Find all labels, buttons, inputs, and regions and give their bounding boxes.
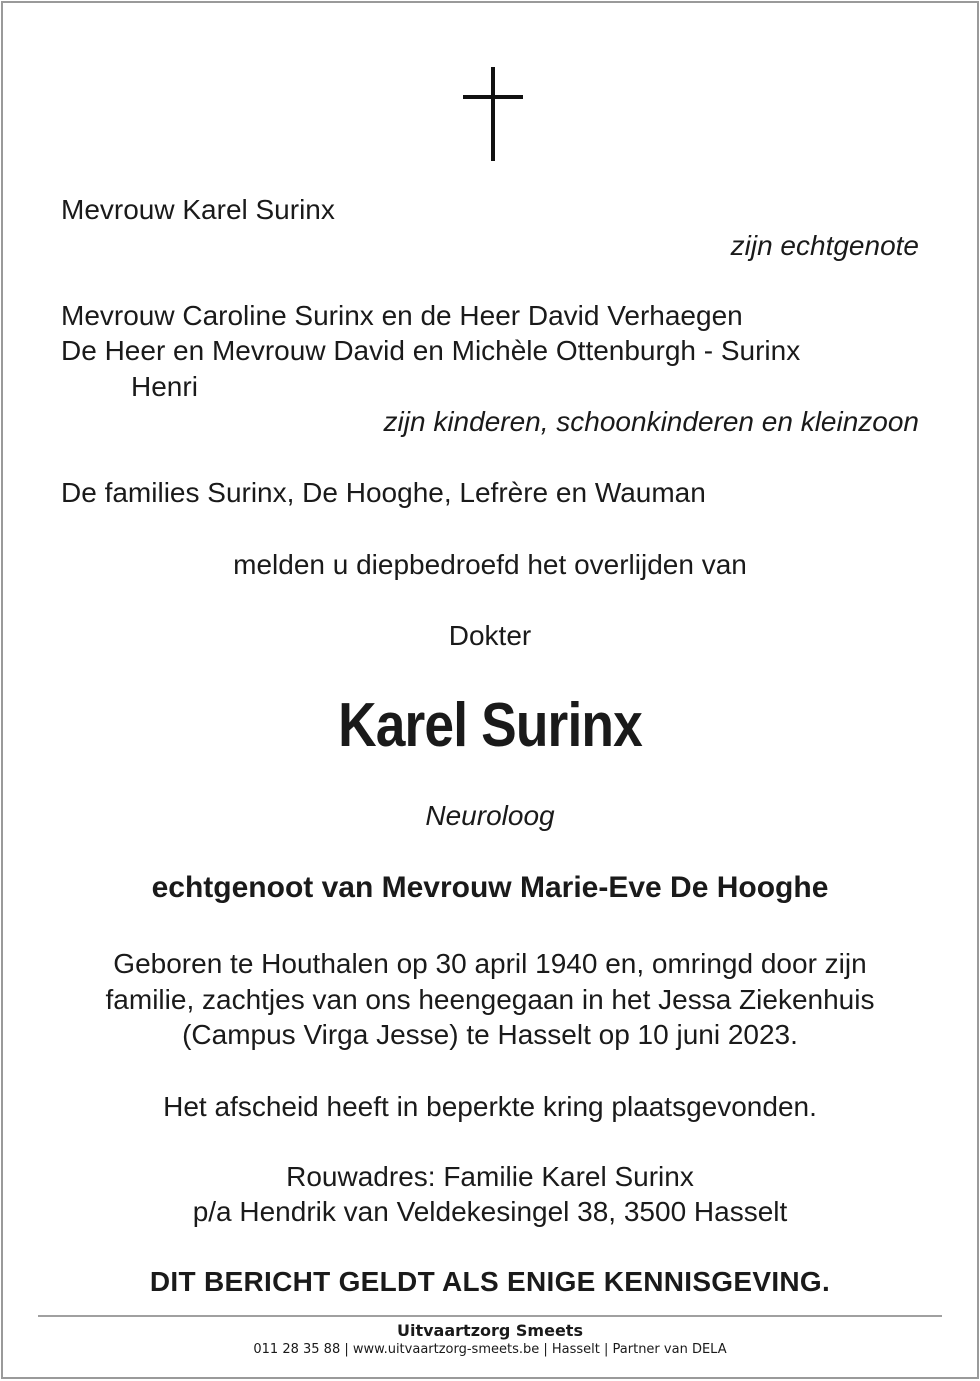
footer-company: Uitvaartzorg Smeets [397,1321,583,1340]
birth-line-2: familie, zachtjes van ons heengegaan in het Jessa Ziekenhuis [105,984,875,1015]
spouse-line: echtgenoot van Mevrouw Marie-Eve De Hooghe [151,871,829,904]
wife-name: Mevrouw Karel Surinx [61,194,335,225]
announcement-line: melden u diepbedroefd het overlijden van [233,549,747,580]
address-line-1: Rouwadres: Familie Karel Surinx [286,1161,694,1192]
footer-divider [38,1315,942,1317]
notice-line: DIT BERICHT GELDT ALS ENIGE KENNISGEVING. [149,1266,831,1297]
grandchild-line: Henri [131,371,198,402]
deceased-name: Karel Surinx [338,691,642,760]
deceased-title: Dokter [448,620,532,651]
cross-icon [463,67,523,161]
families-line: De families Surinx, De Hooghe, Lefrère en Wauman [61,477,706,508]
birth-line-1: Geboren te Houthalen op 30 april 1940 en, omringd door zijn [113,948,867,979]
obituary-card [1,1,979,1379]
children-role: zijn kinderen, schoonkinderen en kleinzoon [383,406,919,437]
child-line-1: Mevrouw Caroline Surinx en de Heer David Verhaegen [61,300,743,331]
footer-info: 011 28 35 88 | www.uitvaartzorg-smeets.be | Hasselt | Partner van DELA [253,1342,727,1357]
profession: Neuroloog [425,800,555,831]
child-line-2: De Heer en Mevrouw David en Michèle Ottenburgh - Surinx [61,335,801,366]
wife-role: zijn echtgenote [730,230,919,261]
address-line-2: p/a Hendrik van Veldekesingel 38, 3500 Hasselt [192,1196,788,1227]
farewell-line: Het afscheid heeft in beperkte kring plaatsgevonden. [163,1091,817,1122]
birth-line-3: (Campus Virga Jesse) te Hasselt op 10 juni 2023. [182,1019,798,1050]
